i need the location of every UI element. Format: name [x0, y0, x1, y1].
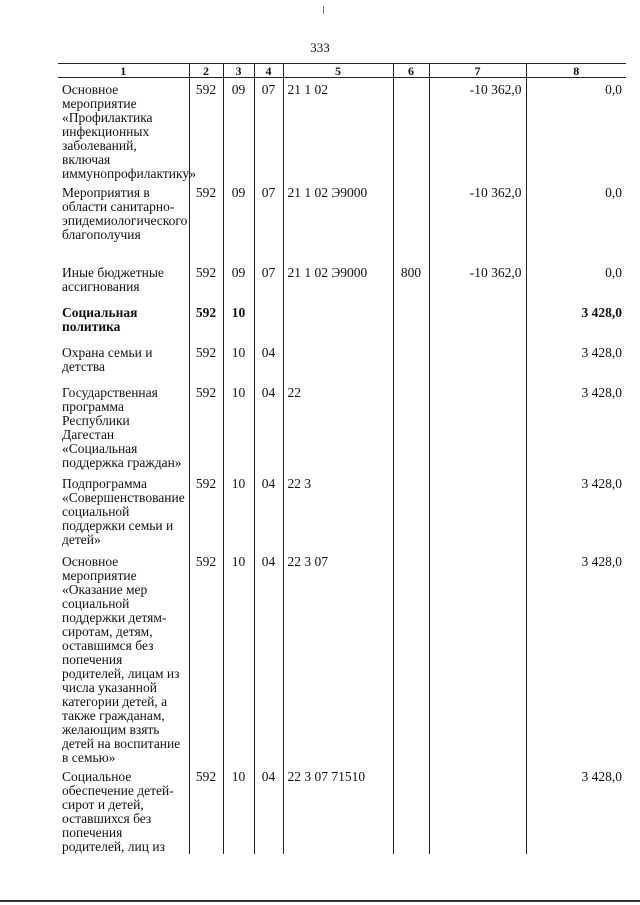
table-row: [58, 381, 626, 472]
total-amount-cell: 3 428,0: [526, 472, 626, 550]
total-amount-cell: 3 428,0: [526, 550, 626, 765]
total-amount-cell: 0,0: [526, 181, 626, 261]
change-amount-cell: [429, 341, 526, 381]
row-name: [58, 472, 189, 550]
row-name: [58, 181, 189, 261]
expense-type-cell: [393, 341, 429, 381]
row-name-text: Государственная программа Республики Дагестан «Социальная поддержка граждан»: [62, 385, 182, 470]
row-name-text: Подпрограмма «Совершенствование социальной поддержки семьи и детей»: [62, 476, 185, 547]
target-article-cell: [283, 301, 393, 341]
subsection-cell: 07: [254, 78, 283, 182]
grbs-cell: 592: [189, 765, 223, 854]
total-amount-cell: 3 428,0: [526, 301, 626, 341]
table-row: [58, 765, 626, 854]
change-amount-cell: [429, 472, 526, 550]
table-row: [58, 181, 626, 261]
row-name-text: Охрана семьи и детства: [62, 345, 153, 374]
total-amount-cell: 3 428,0: [526, 765, 626, 854]
row-name: [58, 261, 189, 301]
expense-type-cell: [393, 765, 429, 854]
change-amount-cell: [429, 550, 526, 765]
expense-type-cell: [393, 301, 429, 341]
table-row: [58, 301, 626, 341]
page-number: 333: [310, 40, 330, 55]
column-header: 8: [526, 64, 626, 78]
table-row: [58, 550, 626, 765]
target-article-cell: 22 3: [283, 472, 393, 550]
change-amount-cell: [429, 765, 526, 854]
section-cell: 10: [223, 765, 254, 854]
change-amount-cell: [429, 381, 526, 472]
table-row: [58, 261, 626, 301]
grbs-cell: 592: [189, 301, 223, 341]
expense-type-cell: 800: [393, 261, 429, 301]
scan-bottom-edge: [0, 900, 640, 902]
section-cell: 09: [223, 181, 254, 261]
target-article-cell: 21 1 02 Э9000: [283, 261, 393, 301]
row-name-text: Иные бюджетные ассигнования: [62, 265, 164, 294]
grbs-cell: 592: [189, 472, 223, 550]
change-amount-cell: -10 362,0: [429, 78, 526, 182]
target-article-cell: 21 1 02: [283, 78, 393, 182]
column-header: 7: [429, 64, 526, 78]
grbs-cell: 592: [189, 381, 223, 472]
change-amount-cell: -10 362,0: [429, 181, 526, 261]
grbs-cell: 592: [189, 181, 223, 261]
target-article-cell: 22 3 07: [283, 550, 393, 765]
column-header: 3: [223, 64, 254, 78]
total-amount-cell: 3 428,0: [526, 341, 626, 381]
row-name: [58, 765, 189, 854]
subsection-cell: 04: [254, 550, 283, 765]
grbs-cell: 592: [189, 78, 223, 182]
section-cell: 09: [223, 261, 254, 301]
row-name: [58, 341, 189, 381]
grbs-cell: 592: [189, 341, 223, 381]
subsection-cell: 07: [254, 261, 283, 301]
expense-type-cell: [393, 381, 429, 472]
scan-mark: [323, 6, 324, 14]
table-row: [58, 78, 626, 182]
column-header: 4: [254, 64, 283, 78]
row-name: [58, 78, 197, 182]
row-name-text: Мероприятия в области санитарно-эпидемиологического благополучия: [62, 185, 188, 242]
budget-table: [58, 63, 626, 854]
subsection-cell: 04: [254, 381, 283, 472]
expense-type-cell: [393, 472, 429, 550]
row-name-text: Социальное обеспечение детей-сирот и детей, оставшихся без попечения родителей, лиц из: [62, 769, 174, 854]
target-article-cell: [283, 341, 393, 381]
expense-type-cell: [393, 78, 429, 182]
total-amount-cell: 0,0: [526, 261, 626, 301]
subsection-cell: 04: [254, 341, 283, 381]
target-article-cell: 22 3 07 71510: [283, 765, 393, 854]
column-header: 5: [283, 64, 393, 78]
change-amount-cell: [429, 301, 526, 341]
column-header: 1: [58, 64, 189, 78]
change-amount-cell: -10 362,0: [429, 261, 526, 301]
grbs-cell: 592: [189, 550, 223, 765]
subsection-cell: 04: [254, 765, 283, 854]
total-amount-cell: 0,0: [526, 78, 626, 182]
target-article-cell: 22: [283, 381, 393, 472]
table-row: [58, 472, 626, 550]
section-cell: 10: [223, 341, 254, 381]
section-cell: 10: [223, 381, 254, 472]
row-name: [58, 301, 189, 341]
expense-type-cell: [393, 181, 429, 261]
section-cell: 09: [223, 78, 254, 182]
column-header: 2: [189, 64, 223, 78]
column-header: 6: [393, 64, 429, 78]
expense-type-cell: [393, 550, 429, 765]
row-name: [58, 381, 189, 472]
subsection-cell: 07: [254, 181, 283, 261]
section-cell: 10: [223, 301, 254, 341]
total-amount-cell: 3 428,0: [526, 381, 626, 472]
header-row: [58, 64, 626, 78]
row-name-text: Основное мероприятие «Оказание мер социальной поддержки детям-сиротам, детям, оставшимся без попечения родителей, лицам из числа указанной категории детей, а также гражданам, желающим взять детей на воспитание в семью»: [62, 554, 181, 765]
section-cell: 10: [223, 550, 254, 765]
row-name: [58, 550, 189, 765]
subsection-cell: [254, 301, 283, 341]
target-article-cell: 21 1 02 Э9000: [283, 181, 393, 261]
grbs-cell: 592: [189, 261, 223, 301]
row-name-text: Социальная политика: [62, 305, 138, 334]
section-cell: 10: [223, 472, 254, 550]
table-row: [58, 341, 626, 381]
row-name-text: Основное мероприятие «Профилактика инфекционных заболеваний, включая иммунопрофилактику»: [62, 82, 197, 181]
subsection-cell: 04: [254, 472, 283, 550]
